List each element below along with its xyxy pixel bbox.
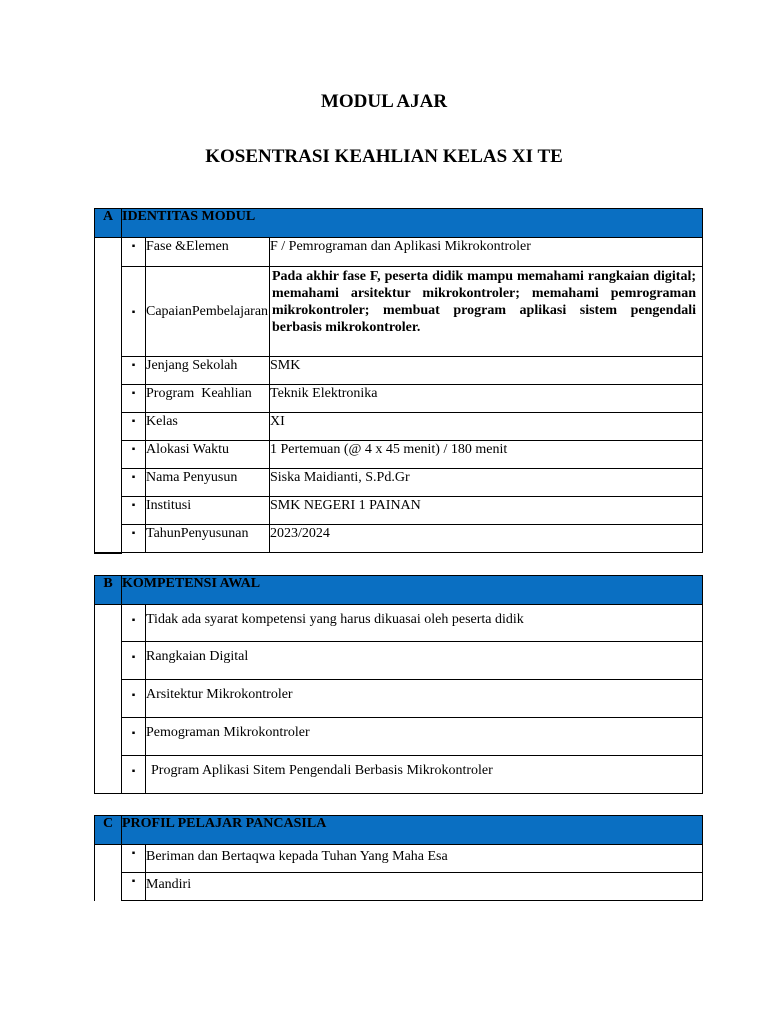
bullet-icon: ▪	[122, 441, 146, 469]
page-subtitle: KOSENTRASI KEAHLIAN KELAS XI TE	[205, 146, 563, 167]
list-item: Pemograman Mikrokontroler	[146, 718, 703, 756]
section-heading: KOMPETENSI AWAL	[122, 576, 703, 605]
section-heading: PROFIL PELAJAR PANCASILA	[122, 816, 703, 845]
row-label: TahunPenyusunan	[146, 525, 270, 553]
row-label: Program Keahlian	[146, 385, 270, 413]
indent-cell	[95, 238, 122, 553]
row-label: Fase &Elemen	[146, 238, 270, 267]
row-value: 1 Pertemuan (@ 4 x 45 menit) / 180 menit	[270, 441, 703, 469]
row-label: Jenjang Sekolah	[146, 357, 270, 385]
bullet-icon: ▪	[122, 873, 146, 901]
row-label: Institusi	[146, 497, 270, 525]
row-value: XI	[270, 413, 703, 441]
row-label: Alokasi Waktu	[146, 441, 270, 469]
list-item: Rangkaian Digital	[146, 642, 703, 680]
section-letter: B	[95, 576, 122, 605]
bullet-icon: ▪	[122, 718, 146, 756]
indent-cell	[95, 605, 122, 794]
section-letter: A	[95, 209, 122, 238]
indent-cell	[95, 845, 122, 901]
list-item: Arsitektur Mikrokontroler	[146, 680, 703, 718]
bullet-icon: ▪	[122, 845, 146, 873]
row-label: Kelas	[146, 413, 270, 441]
row-label: Nama Penyusun	[146, 469, 270, 497]
bullet-icon: ▪	[122, 267, 146, 357]
row-value: F / Pemrograman dan Aplikasi Mikrokontroler	[270, 238, 703, 267]
row-label: CapaianPembelajaran	[146, 267, 270, 357]
row-value: Pada akhir fase F, peserta didik mampu memahami rangkaian digital; memahami arsitektur mikrokontroler; memahami pemrograman mikrokontroler; membuat program aplikasi sistem pengendali berbasis mikrokontroler.	[270, 267, 703, 357]
list-item: Mandiri	[146, 873, 703, 901]
row-value: SMK	[270, 357, 703, 385]
row-value: 2023/2024	[270, 525, 703, 553]
row-value: SMK NEGERI 1 PAINAN	[270, 497, 703, 525]
list-item: Program Aplikasi Sitem Pengendali Berbasis Mikrokontroler	[146, 756, 703, 794]
identitas-modul-table	[94, 208, 703, 554]
section-letter: C	[95, 816, 122, 845]
row-value: Teknik Elektronika	[270, 385, 703, 413]
page-title: MODUL AJAR	[320, 91, 448, 112]
row-value: Siska Maidianti, S.Pd.Gr	[270, 469, 703, 497]
list-item: Tidak ada syarat kompetensi yang harus dikuasai oleh peserta didik	[146, 605, 703, 642]
bullet-icon: ▪	[122, 680, 146, 718]
kompetensi-awal-table	[94, 575, 703, 794]
list-item: Beriman dan Bertaqwa kepada Tuhan Yang Maha Esa	[146, 845, 703, 873]
bullet-icon: ▪	[122, 469, 146, 497]
bullet-icon: ▪	[122, 642, 146, 680]
bullet-icon: ▪	[122, 385, 146, 413]
section-heading: IDENTITAS MODUL	[122, 209, 703, 238]
bullet-icon: ▪	[122, 525, 146, 553]
bullet-icon: ▪	[122, 238, 146, 267]
bullet-icon: ▪	[122, 497, 146, 525]
bullet-icon: ▪	[122, 357, 146, 385]
bullet-icon: ▪	[122, 605, 146, 642]
bullet-icon: ▪	[122, 413, 146, 441]
profil-pelajar-pancasila-table	[94, 815, 703, 901]
bullet-icon: ▪	[122, 756, 146, 794]
